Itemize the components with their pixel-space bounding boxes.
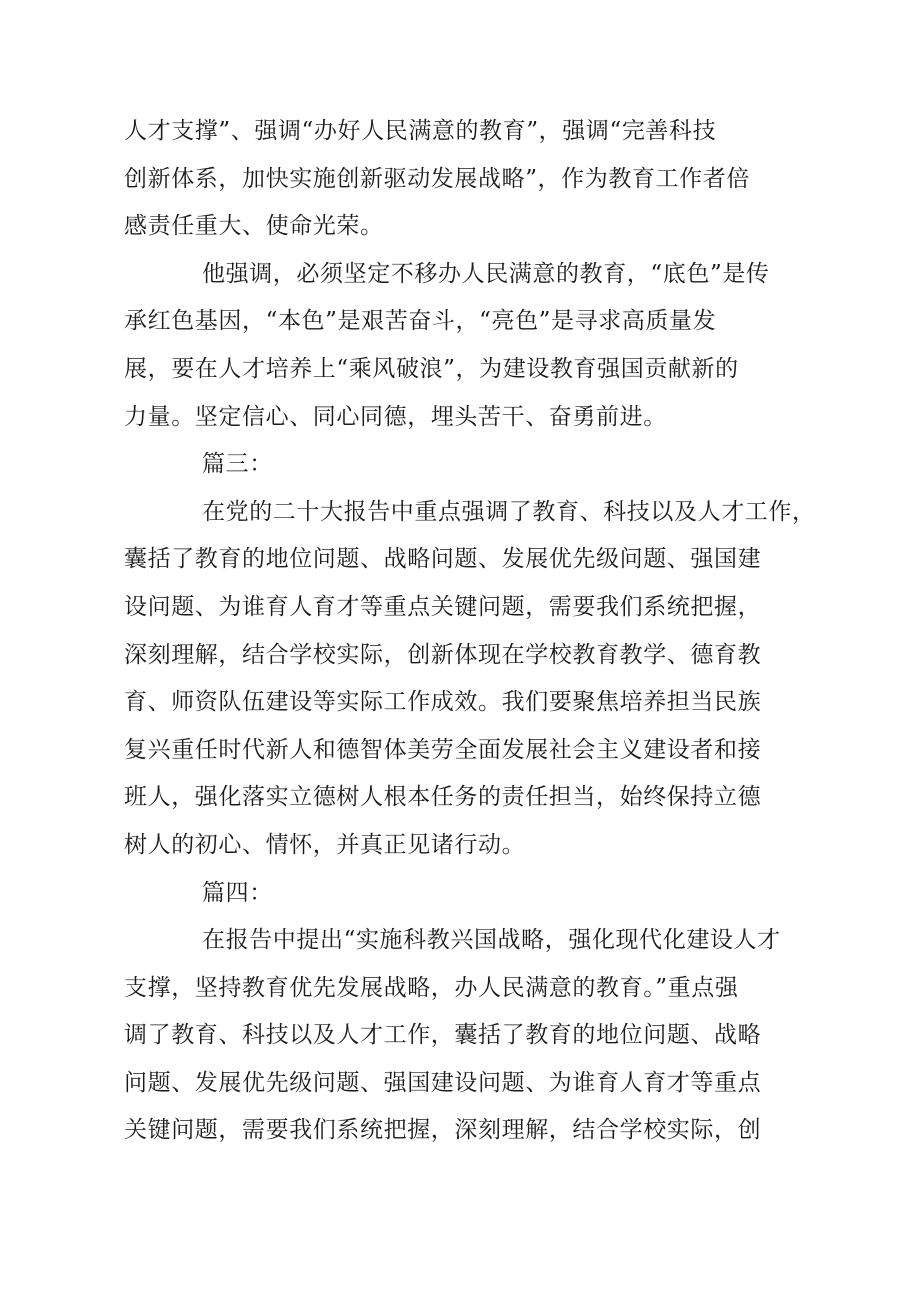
document-body — [124, 108, 816, 1155]
text-line: 囊括了教育的地位问题、战略问题、发展优先级问题、强国建 — [124, 546, 762, 573]
paragraph-start-line: 他强调，必须坚定不移办人民满意的教育，“底色”是传 — [202, 260, 770, 287]
text-line: 承红色基因，“本色”是艰苦奋斗，“亮色”是寻求高质量发 — [124, 308, 717, 335]
text-line: 感责任重大、使命光荣。 — [124, 213, 384, 240]
text-line: 关键问题，需要我们系统把握，深刻理解，结合学校实际，创 — [124, 1117, 762, 1144]
text-line: 育、师资队伍建设等实际工作成效。我们要聚焦培养担当民族 — [124, 689, 762, 716]
text-line: 创新体系，加快实施创新驱动发展战略”，作为教育工作者倍 — [124, 165, 750, 192]
text-line: 问题、发展优先级问题、强国建设问题、为谁育人育才等重点 — [124, 1069, 762, 1096]
text-line: 展，要在人才培养上“乘风破浪”，为建设教育强国贡献新的 — [124, 355, 739, 382]
text-line: 调了教育、科技以及人才工作，囊括了教育的地位问题、战略 — [124, 1022, 762, 1049]
text-line: 树人的初心、情怀，并真正见诸行动。 — [124, 831, 526, 858]
text-line: 设问题、为谁育人育才等重点关键问题，需要我们系统把握， — [124, 593, 762, 620]
text-line: 深刻理解，结合学校实际，创新体现在学校教育教学、德育教 — [124, 641, 762, 668]
text-line: 支撑，坚持教育优先发展战略，办人民满意的教育。”重点强 — [124, 974, 739, 1001]
section-heading-4: 篇四： — [202, 879, 273, 906]
section-heading-3: 篇三： — [202, 451, 273, 478]
text-line: 力量。坚定信心、同心同德，埋头苦干、奋勇前进。 — [124, 403, 667, 430]
text-line: 复兴重任时代新人和德智体美劳全面发展社会主义建设者和接 — [124, 736, 762, 763]
paragraph-start-line: 在报告中提出“实施科教兴国战略，强化现代化建设人才 — [202, 927, 781, 954]
text-line: 人才支撑”、强调“办好人民满意的教育”，强调“完善科技 — [124, 118, 717, 144]
paragraph-start-line: 在党的二十大报告中重点强调了教育、科技以及人才工作， — [202, 498, 816, 525]
text-line: 班人，强化落实立德树人根本任务的责任担当，始终保持立德 — [124, 784, 762, 811]
